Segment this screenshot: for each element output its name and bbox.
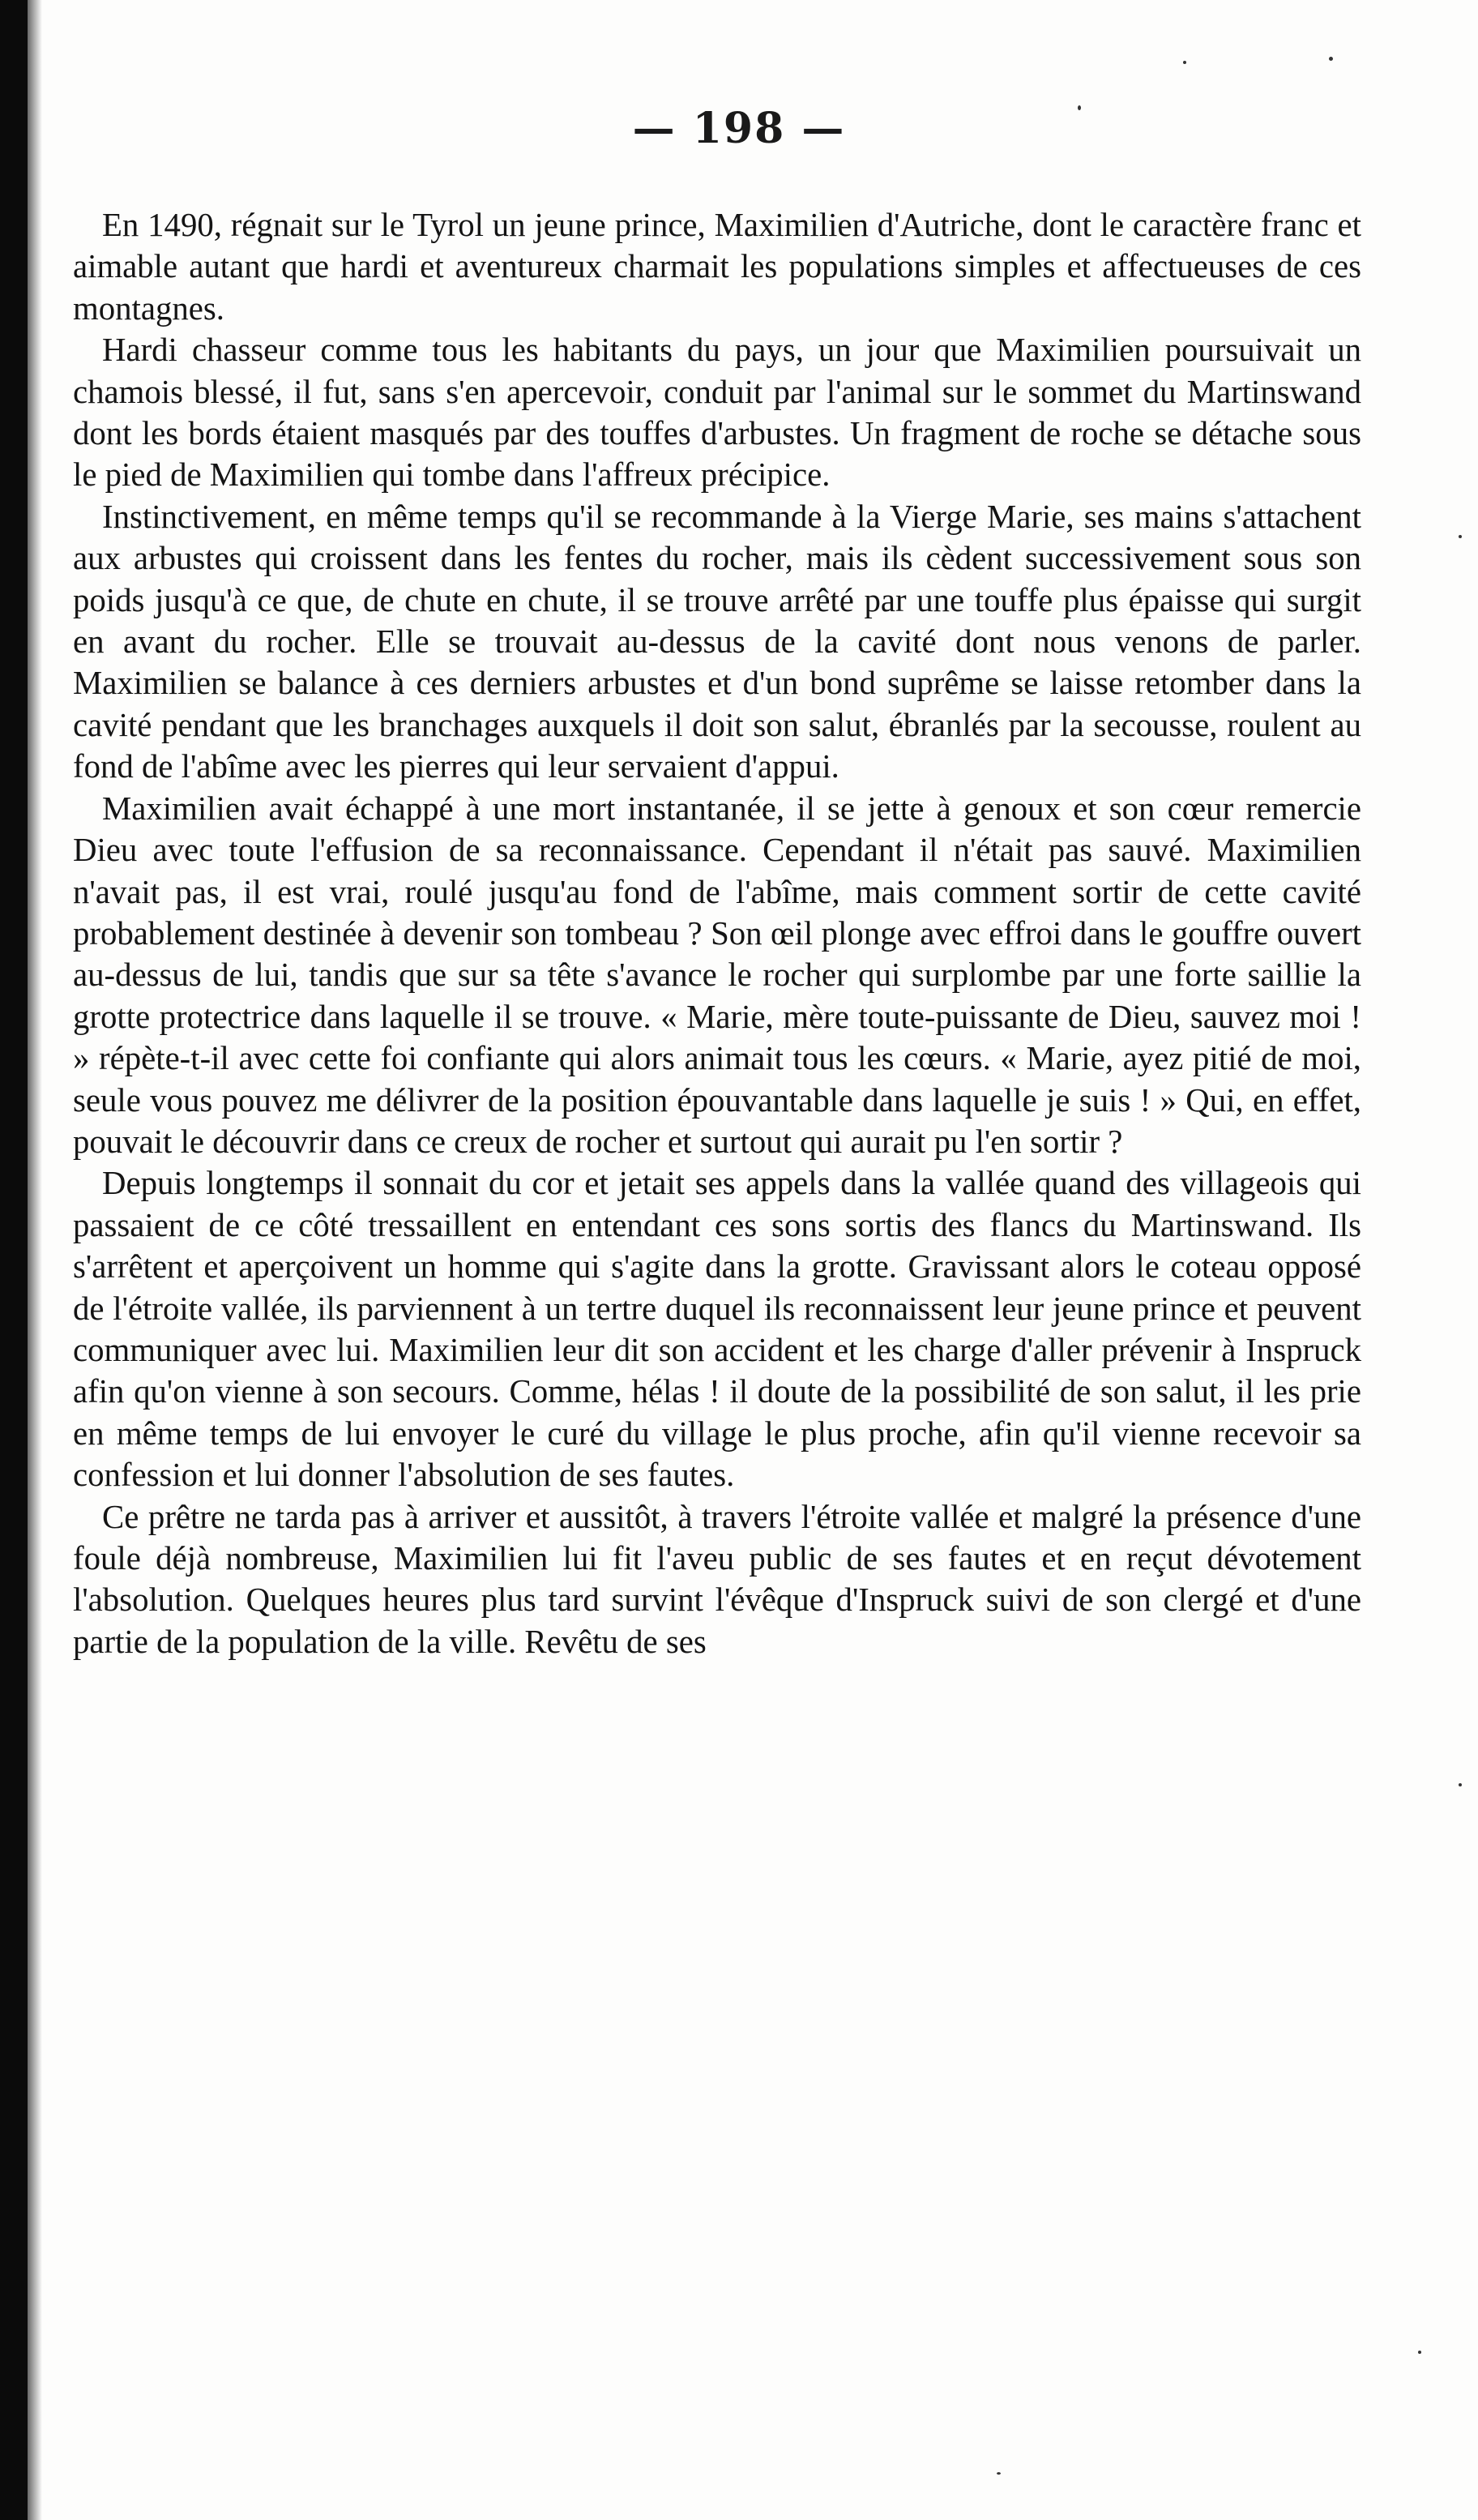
scan-speck bbox=[1078, 105, 1081, 110]
paragraph-2: Hardi chasseur comme tous les habitants du pays, un jour que Maximilien poursuivait un chamois blessé, il fut, sans s'en apercevoir, conduit par l'animal sur le sommet du Martinswand dont les bords étaient masqués par des touffes d'arbustes. Un fragment de roche se détache sous le pied de Maximilien qui tombe dans l'affreux précipice. bbox=[73, 332, 1361, 494]
paragraph-6: Ce prêtre ne tarda pas à arriver et aussitôt, à travers l'étroite vallée et malgré la présence d'une foule déjà nombreuse, Maximilien lui fit l'aveu public de ses fautes et en reçut dévotement l'absolution. Quelques heures plus tard survint l'évêque d'Inspruck suivi de son clergé et d'une partie de la population de la ville. Revêtu de ses bbox=[73, 1498, 1361, 1660]
body-text bbox=[73, 204, 1361, 1662]
paragraph-5: Depuis longtemps il sonnait du cor et jetait ses appels dans la vallée quand des villageois qui passaient de ce côté tressaillent en entendant ces sons sortis des flancs du Martinswand. Ils s'arrêtent et aperçoivent un homme qui s'agite dans la grotte. Gravissant alors le coteau opposé de l'étroite vallée, ils parviennent à un tertre duquel ils reconnaissent leur jeune prince et peuvent communiquer avec lui. Maximilien leur dit son accident et les charge d'aller prévenir à Inspruck afin qu'on vienne à son secours. Comme, hélas ! il doute de la possibilité de son salut, il les prie en même temps de lui envoyer le curé du village le plus proche, afin qu'il vienne recevoir sa confession et lui donner l'absolution de ses fautes. bbox=[73, 1165, 1361, 1494]
scan-speck bbox=[1459, 535, 1462, 538]
paragraph-3: Instinctivement, en même temps qu'il se recommande à la Vierge Marie, ses mains s'attachent aux arbustes qui croissent dans les fentes du rocher, mais ils cèdent successivement sous son poids jusqu'à ce que, de chute en chute, il se trouve arrêté par une touffe plus épaisse qui surgit en avant du rocher. Elle se trouvait au-dessus de la cavité dont nous venons de parler. Maximilien se balance à ces derniers arbustes et d'un bond suprême se laisse retomber dans la cavité pendant que les branchages auxquels il doit son salut, ébranlés par la secousse, roulent au fond de l'abîme avec les pierres qui leur servaient d'appui. bbox=[73, 498, 1361, 785]
scan-speck bbox=[1183, 61, 1186, 64]
page-number: — 198 — bbox=[632, 104, 846, 153]
paragraph-4: Maximilien avait échappé à une mort instantanée, il se jette à genoux et son cœur remercie Dieu avec toute l'effusion de sa reconnaissance. Cependant il n'était pas sauvé. Maximilien n'avait pas, il est vrai, roulé jusqu'au fond de l'abîme, mais comment sortir de cette cavité probablement destinée à devenir son tombeau ? Son œil plonge avec effroi dans le gouffre ouvert au-dessus de lui, tandis que sur sa tête s'avance le rocher qui surplombe par une forte saillie la grotte protectrice dans laquelle il se trouve. « Marie, mère toute-puissante de Dieu, sauvez moi ! » répète-t-il avec cette foi confiante qui alors animait tous les cœurs. « Marie, ayez pitié de moi, seule vous pouvez me délivrer de la position épouvantable dans laquelle je suis ! » Qui, en effet, pouvait le découvrir dans ce creux de rocher et surtout qui aurait pu l'en sortir ? bbox=[73, 789, 1361, 1160]
scan-speck bbox=[997, 2472, 1001, 2475]
book-binding-edge bbox=[0, 0, 28, 2520]
scan-speck bbox=[1418, 2351, 1421, 2354]
scan-speck bbox=[1459, 1783, 1462, 1786]
binding-shadow bbox=[28, 0, 42, 2520]
scan-speck bbox=[1329, 57, 1333, 61]
paragraph-1: En 1490, régnait sur le Tyrol un jeune prince, Maximilien d'Autriche, dont le caractère franc et aimable autant que hardi et aventureux charmait les populations simples et affectueuses de ces montagnes. bbox=[73, 207, 1361, 327]
